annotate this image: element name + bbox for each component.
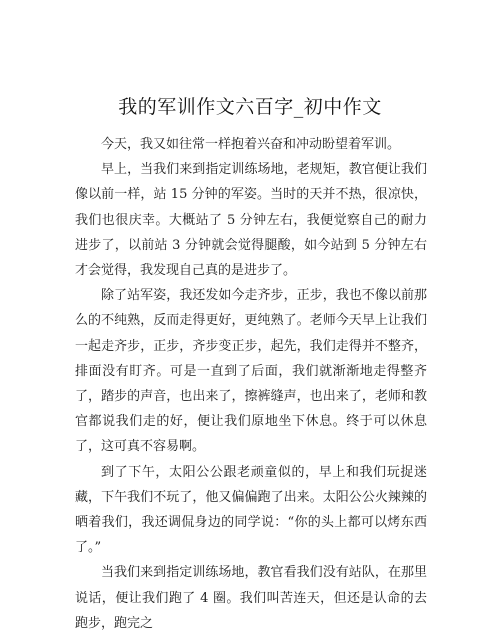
document-body: [75, 132, 427, 636]
paragraph-1: 今天，我又如往常一样抱着兴奋和冲动盼望着军训。: [101, 137, 401, 152]
paragraph-5: 当我们来到指定训练场地，教官看我们没有站队，在那里说话，便让我们跑了 4 圈。我们叫苦连天，但还是认命的去跑步，跑完之: [75, 565, 427, 631]
paragraph-4: 到了下午，太阳公公跟老顽童似的，早上和我们玩捉迷藏，下午我们不玩了，他又偏偏跑了出来。太阳公公火辣辣的晒着我们，我还调侃身边的同学说：“你的头上都可以烤东西了。”: [75, 464, 427, 556]
paragraph-2: 早上，当我们来到指定训练场地，老规矩，教官便让我们像以前一样，站 15 分钟的军姿。当时的天并不热，很凉快，我们也很庆幸。大概站了 5 分钟左右，我便觉察自己的耐力进步了，以前站 3 分钟就会觉得腿酸，如今站到 5 分钟左右才会觉得，我发现自己真的是进步了。: [75, 162, 427, 279]
document-title: 我的军训作文六百字_初中作文: [118, 96, 382, 118]
paragraph-3: 除了站军姿，我还发如今走齐步，正步，我也不像以前那么的不纯熟，反而走得更好，更纯熟了。老师今天早上让我们一起走齐步，正步，齐步变正步，起先，我们走得并不整齐，排面没有盯齐。可是一直到了后面，我们就渐渐地走得整齐了，踏步的声音，也出来了，擦裤缝声，也出来了，老师和教官都说我们走的好，便让我们原地坐下休息。终于可以休息了，这可真不容易啊。: [75, 288, 427, 455]
